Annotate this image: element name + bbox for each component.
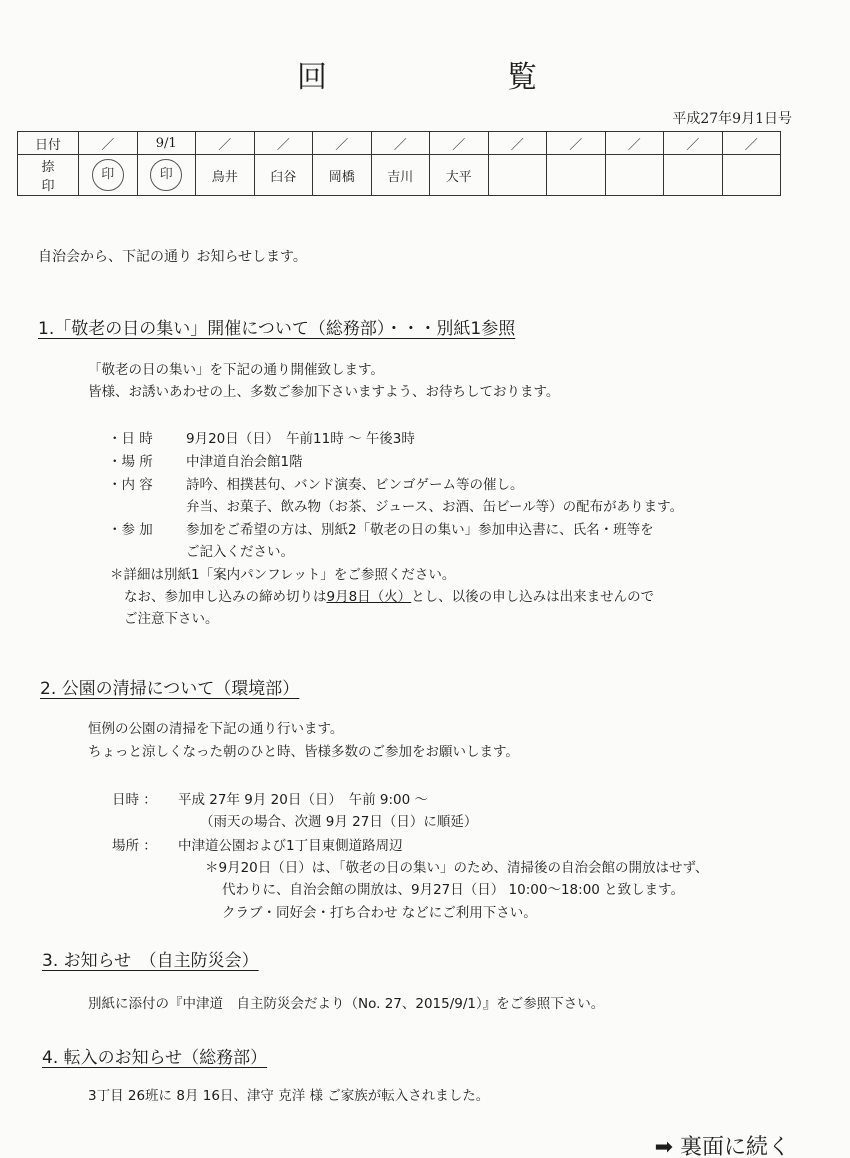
seal-cell: 鳥井 [196,155,255,196]
issue-date: 平成27年9月1日号 [672,111,792,127]
date-cell: ／ [313,132,372,155]
seal-label [18,155,79,196]
seal-cell [79,155,138,196]
section-4-para-1: 3丁目 26班に 8月 16日、津守 克洋 様 ご家族が転入されました。 [88,1088,490,1104]
s1-place-value: 中津道自治会館1階 [186,454,303,470]
continue-note: ➡ 裏面に続く [654,1135,790,1158]
s1-join-value-2: ご記入ください。 [186,544,294,560]
date-cell: ／ [79,132,138,155]
document-title [0,52,850,95]
section-1-para-1: 「敬老の日の集い」を下記の通り開催致します。 [88,362,384,378]
s1-date-label: ・日 時 [108,431,153,447]
intro-text: 自治会から、下記の通り お知らせします。 [38,249,307,265]
seal-cell [547,155,606,196]
s1-content-label: ・内 容 [108,477,153,493]
date-cell: ／ [371,132,430,155]
seal-cell [722,155,781,196]
title-char-2: 覧 [507,60,539,95]
s2-date-value: 平成 27年 9月 20日（日） 午前 9:00 ～ [178,792,428,808]
s1-date-value: 9月20日（日） 午前11時 ～ 午後3時 [186,431,415,447]
s2-place-value: 中津道公園および1丁目東側道路周辺 [178,838,403,854]
date-row [18,132,781,155]
s1-note-2 [124,585,654,605]
s2-date-value-2: （雨天の場合、次週 9月 27日（日）に順延） [200,814,478,830]
date-cell: ／ [722,132,781,155]
s2-place-label: 場所 ： [112,838,157,854]
section-4-heading: 4. 転入のお知らせ（総務部） [42,1048,268,1068]
section-3-heading: 3. お知らせ （自主防災会） [42,951,259,971]
s2-note-1: ＊9月20日（日）は、「敬老の日の集い」のため、清掃後の自治会館の開放はせず、 [205,860,709,876]
section-3-para-1: 別紙に添付の『中津道 自主防災会だより（No. 27、2015/9/1）』をご参照下さい。 [88,996,605,1012]
date-cell: ／ [547,132,606,155]
s1-note-3: ご注意下さい。 [124,611,219,627]
date-cell: ／ [430,132,489,155]
seal-stamp-icon: 印 [92,159,124,191]
seal-label-1: 捺 [41,160,55,175]
section-2-para-2: ちょっと涼しくなった朝のひと時、皆様多数のご参加をお願いします。 [88,744,519,760]
date-cell: ／ [254,132,313,155]
s1-note-2-c: とし、以後の申し込みは出来ませんので [411,589,655,605]
s1-content-value: 詩吟、相撲甚句、バンド演奏、ビンゴゲーム等の催し。 [186,477,524,493]
title-char-1: 回 [297,60,329,95]
seal-label-2: 印 [41,179,55,194]
section-1-heading: 1.「敬老の日の集い」開催について（総務部）・・・別紙1参照 [38,319,516,339]
date-label: 日付 [18,132,79,155]
circulation-table [17,131,781,196]
seal-cell: 岡橋 [313,155,372,196]
seal-cell: 吉川 [371,155,430,196]
s2-note-3: クラブ・同好会・打ち合わせ などにご利用下さい。 [222,905,537,921]
s1-join-value: 参加をご希望の方は、別紙2「敬老の日の集い」参加申込書に、氏名・班等を [186,522,654,538]
section-2-para-1: 恒例の公園の清掃を下記の通り行います。 [88,721,344,737]
date-cell: ／ [605,132,664,155]
s1-note-2-a: なお、参加申し込みの締め切りは [124,589,327,605]
seal-cell: 臼谷 [254,155,313,196]
seal-cell [664,155,723,196]
section-2-heading: 2. 公園の清掃について（環境部） [40,679,300,699]
s2-date-label: 日時 ： [112,792,157,808]
seal-stamp-icon: 印 [150,159,182,191]
section-1-para-2: 皆様、お誘いあわせの上、多数ご参加下さいますよう、お待ちしております。 [88,384,560,400]
seal-cell [605,155,664,196]
seal-cell [488,155,547,196]
seal-cell: 大平 [430,155,489,196]
seal-row [18,155,781,196]
date-cell: ／ [196,132,255,155]
date-cell: 9/1 [137,132,196,155]
deadline-date: 9月8日（火） [326,589,412,605]
s1-note-1: ＊詳細は別紙1「案内パンフレット」をご参照ください。 [110,567,456,583]
s2-note-2: 代わりに、自治会館の開放は、9月27日（日） 10:00～18:00 と致します。 [222,882,685,898]
date-cell: ／ [488,132,547,155]
s1-join-label: ・参 加 [108,522,153,538]
s1-content-value-2: 弁当、お菓子、飲み物（お茶、ジュース、お酒、缶ビール等）の配布があります。 [186,499,684,515]
date-cell: ／ [664,132,723,155]
s1-place-label: ・場 所 [108,454,153,470]
seal-cell [137,155,196,196]
